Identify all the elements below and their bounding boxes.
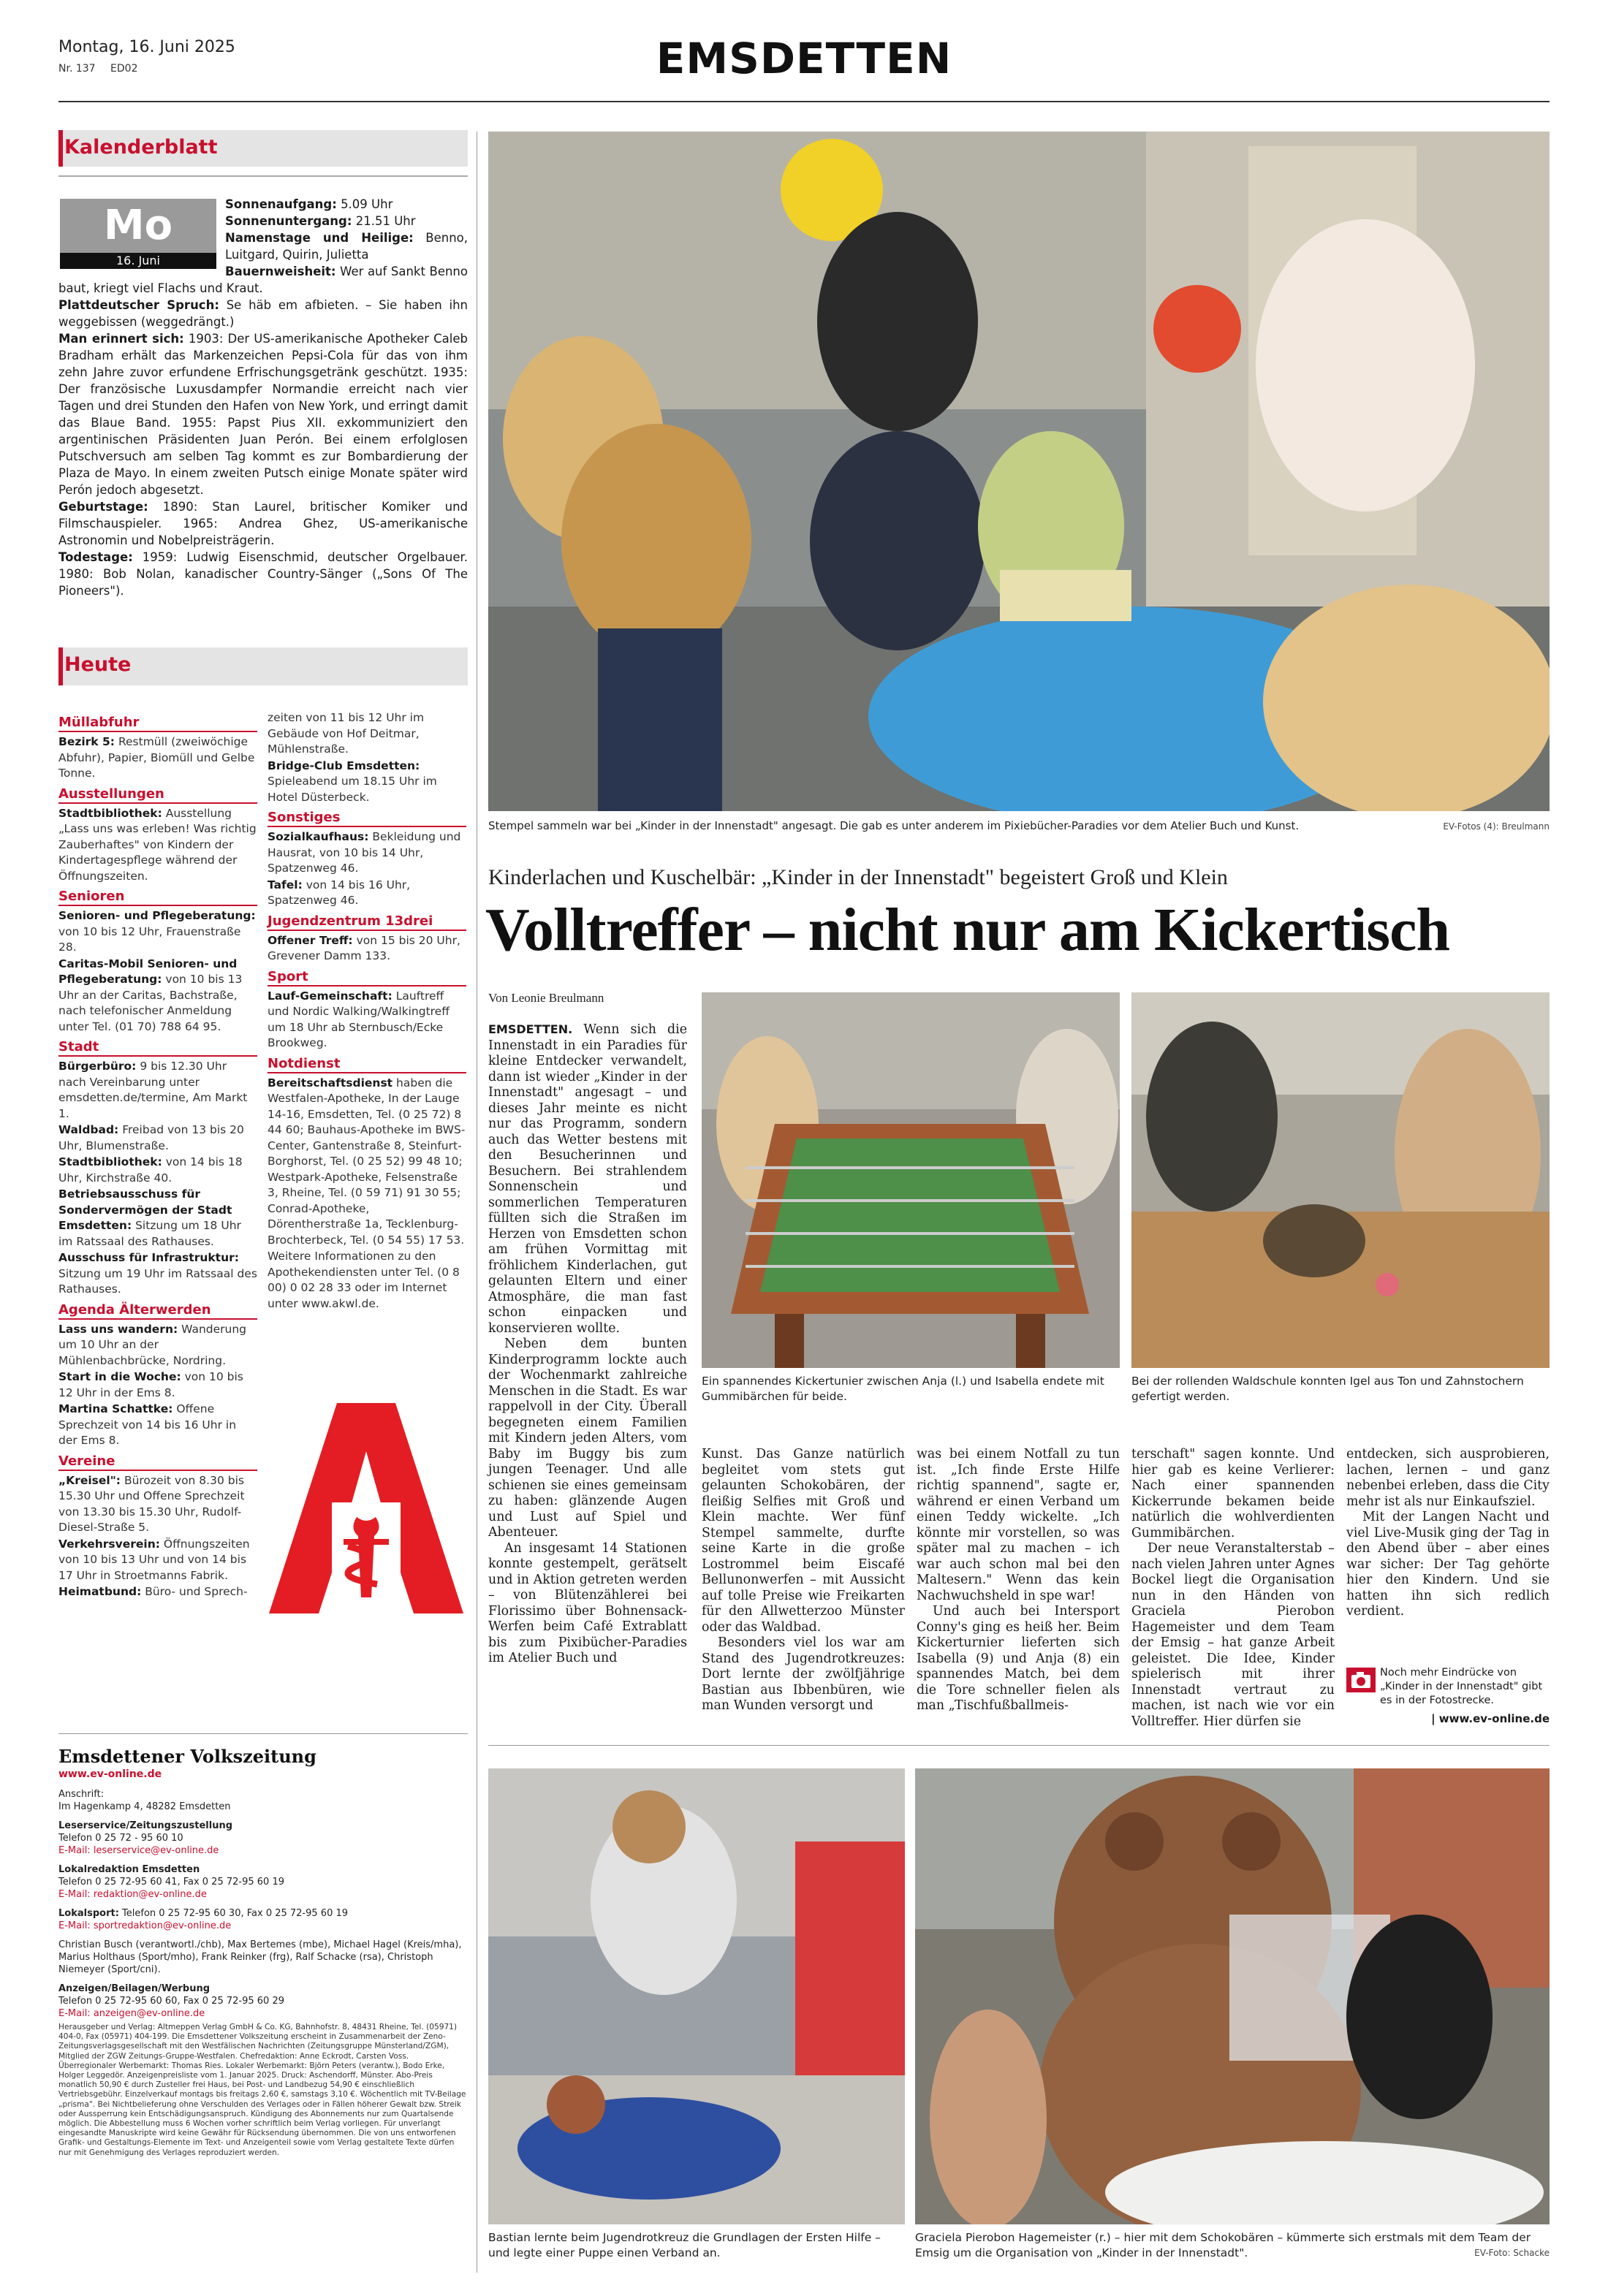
listing-entry xyxy=(58,806,257,885)
promo-url[interactable]: | www.ev-online.de xyxy=(1431,1712,1550,1725)
igel-photo xyxy=(1131,992,1550,1368)
tode-label: Todestage: xyxy=(58,550,133,564)
listing-entry-label: Stadtbibliothek: xyxy=(58,1155,162,1168)
article-p1: Wenn sich die Innenstadt in ein Paradies für kleine Entdecker verwandelt, dann ist wieder „Kinder in der Innenstadt" angesagt – und dieses Jahr meinte es nicht nur das Programm, sondern auch das Wetter bestens mit den Besucherinnen und Besuchern. Bei strahlendem Sonnenschein und sommerlichen Temperaturen füllten sich die Straßen im Herzen von Emsdetten schon am frühen Vormittag mit fröhlichem Kinderlachen, gut gelaunten Eltern und einer Atmosphäre, die man fast schon einpacken und konservieren wollte. xyxy=(488,1022,688,1336)
listing-entry-text: von 10 bis 12 Uhr in der Ems 8. xyxy=(58,1370,243,1399)
newspaper-logo: Emsdettener Volkszeitung xyxy=(58,1746,316,1767)
bauern-value: Wer auf Sankt Benno baut, kriegt viel Flachs und Kraut. xyxy=(58,265,468,295)
listing-entry-label: Bürgerbüro: xyxy=(58,1060,137,1073)
listing-entry-text: zeiten von 11 bis 12 Uhr im Gebäude von Hof Deitmar, Mühlenstraße. xyxy=(268,711,425,756)
listing-entry xyxy=(58,734,257,782)
listing-entry xyxy=(58,1155,257,1186)
article-p6: was bei einem Notfall zu tun ist. „Ich finde Erste Hilfe richtig spannend", sagte er, während er einen Verband um einen Teddy wickelte. „Ich könnte mir vorstellen, so was später mal zu machen – ich war auch schon mal bei den Maltesern." Wenn das kein Nachwuchsheld in spe war! xyxy=(917,1447,1120,1603)
impressum-fine: Herausgeber und Verlag: Altmeppen Verlag GmbH & Co. KG, Bahnhofstr. 8, 48431 Rheine, Tel. (05971) 404-0, Fax (05971) 404-199. Die Emsdettener Volkszeitung erscheint in Zusammenarbeit der Zeno-Zeitungsverlagsgesellschaft mit den Westfälischen Nachrichten (Zeitungsgruppe Münsterland/ZGM), Mitglied der ZGW Zeitungs-Gruppe-Westfalen. Chefredaktion: Anne Eckrodt, Carsten Voss. Überregionaler Werbemarkt: Thomas Ries. Lokaler Werbemarkt: Björn Peters (verantw.), Bodo Erke, Holger Leggedör. Anzeigenpreisliste vom 1. Januar 2025. Druck: Aschendorff, Münster. Abo-Preis monatlich 50,90 € durch Zusteller frei Haus, bei Post- und Landbezug 54,90 € einschließlich Vertriebsgebühr. Einzelverkauf montags bis freitags 2,60 €, samstags 3,10 €. Wöchentlich mit TV-Beilage „prisma". Bei Nichtbelieferung ohne Verschulden des Verlages oder in Fällen höherer Gewalt bzw. Streik oder Aussperrung kein Entschädigungsanspruch. Kündigung des Abonnements nur zum Quartalsende möglich. Die Abbestellung muss 6 Wochen vorher schriftlich beim Verlag vorliegen. Für unverlangt eingesandte Manuskripte wird keine Gewähr für Rücksendung übernommen. Die von uns entworfenen Grafik- und Gestaltungs-Elemente im Text- und Anzeigenteil sowie vom Verlag gestaltete Texte dürfen nur mit Genehmigung des Verlages reproduziert werden. xyxy=(58,2023,466,2157)
kicker-caption: Ein spannendes Kickertunier zwischen Anja (l.) und Isabella endete mit Gummibärchen für beide. xyxy=(702,1375,1104,1403)
listing-section-title: Sport xyxy=(268,969,466,987)
igel-caption: Bei der rollenden Waldschule konnten Igel aus Ton und Zahnstochern gefertigt werden. xyxy=(1131,1375,1524,1403)
anz-mail[interactable]: E-Mail: anzeigen@ev-online.de xyxy=(58,2008,205,2019)
camera-icon xyxy=(1346,1668,1376,1692)
platt-value: Se häb em afbieten. – Sie haben ihn weggebissen (weggedrängt.) xyxy=(58,298,468,329)
listing-entry xyxy=(268,710,466,758)
kicker-photo xyxy=(702,992,1120,1368)
header-rule xyxy=(58,101,1550,102)
top-photo xyxy=(488,132,1550,811)
kalenderblatt-header xyxy=(58,130,468,167)
listing-entry xyxy=(58,1473,257,1536)
bauern-label: Bauernweisheit: xyxy=(225,265,336,278)
listing-entry-text: Sitzung um 19 Uhr im Ratssaal des Rathauses. xyxy=(58,1266,257,1296)
listing-entry-label: Heimatbund: xyxy=(58,1585,142,1598)
listing-section-title: Jugendzentrum 13drei xyxy=(268,913,466,931)
article-kicker: Kinderlachen und Kuschelbär: „Kinder in der Innenstadt" begeistert Groß und Klein xyxy=(488,865,1228,889)
header-date: Montag, 16. Juni 2025 xyxy=(58,38,235,56)
listing-entry-label: Waldbad: xyxy=(58,1123,119,1136)
listing-entry-label: Ausschuss für Infrastruktur: xyxy=(58,1251,239,1264)
listing-entry xyxy=(268,1249,466,1312)
bastian-caption: Bastian lernte beim Jugendrotkreuz die Grundlagen der Ersten Hilfe – und legte einer Puppe einen Verband an. xyxy=(488,2231,881,2259)
article-p3: An insgesamt 14 Stationen konnte gestempelt, gerätselt und in Aktion getreten werden – von Blütenzählerei bei Florissimo über Bohnensack-Werfen beim Café Extrablatt bis zum Pixibücher-Paradies im Atelier Buch und xyxy=(488,1540,687,1665)
listing-entry-label: Tafel: xyxy=(268,878,303,892)
listing-entry-label: „Kreisel": xyxy=(58,1473,121,1487)
listing-entry xyxy=(268,989,466,1052)
listing-entry-text: Weitere Informationen zu den Apothekendiensten unter Tel. (0 8 00) 0 02 28 33 oder im Internet unter www.akwl.de. xyxy=(268,1250,460,1310)
graciela-credit: EV-Foto: Schacke xyxy=(1474,2248,1550,2258)
article-col-4 xyxy=(1131,1447,1335,1730)
listing-section-title: Sonstiges xyxy=(268,810,466,827)
listing-entry xyxy=(268,759,466,806)
impressum xyxy=(58,1745,468,2158)
listing-entry-text: Bekleidung und Hausrat, von 10 bis 14 Uhr, Spatzenweg 46. xyxy=(268,830,461,875)
names-value: Benno, Luitgard, Quirin, Julietta xyxy=(225,231,469,262)
erinnert-label: Man erinnert sich: xyxy=(58,332,184,346)
anschrift: Im Hagenkamp 4, 48282 Emsdetten xyxy=(58,1801,231,1812)
heute-column-2 xyxy=(268,710,466,1312)
listing-entry xyxy=(58,1059,257,1122)
listing-entry-text: 9 bis 12.30 Uhr nach Vereinbarung unter emsdetten.de/termine, Am Markt 1. xyxy=(58,1060,248,1120)
listing-entry-label: Caritas-Mobil Senioren- und Pflegeberatung: xyxy=(58,957,238,986)
listing-entry-label: Sozialkaufhaus: xyxy=(268,830,369,843)
sunset-label: Sonnenuntergang: xyxy=(225,214,352,228)
listing-entry-label: Stadtbibliothek: xyxy=(58,806,162,820)
listing-entry xyxy=(58,1250,257,1298)
listing-entry-text: von 10 bis 13 Uhr an der Caritas, Bachstraße, nach telefonischer Anmeldung unter Tel. (01 70) 788 64 95. xyxy=(58,973,243,1033)
listing-entry xyxy=(58,1369,257,1401)
article-headline: Volltreffer – nicht nur am Kickertisch xyxy=(485,896,1450,964)
fotostrecke-promo[interactable] xyxy=(1346,1666,1550,1725)
listing-entry xyxy=(58,1402,257,1449)
listing-entry-text: von 14 bis 16 Uhr, Spatzenweg 46. xyxy=(268,878,411,907)
listing-entry-label: Bridge-Club Emsdetten: xyxy=(268,759,420,772)
article-p5: Besonders viel los war am Stand des Jugendrotkreuzes: Dort lernte der zwölfjährige Bastian aus Ibbenbüren, wie man Wunden versorgt und xyxy=(702,1635,905,1713)
impressum-url[interactable]: www.ev-online.de xyxy=(58,1768,162,1780)
sunset-value: 21.51 Uhr xyxy=(355,214,416,228)
listing-entry xyxy=(268,829,466,877)
listing-entry-label: Senioren- und Pflegeberatung: xyxy=(58,909,256,922)
listing-entry xyxy=(58,1187,257,1250)
listing-entry-text: Sitzung um 18 Uhr im Ratssaal des Rathauses. xyxy=(58,1219,241,1248)
impressum-rule xyxy=(58,1733,468,1734)
listing-entry xyxy=(58,1322,257,1369)
sunrise-label: Sonnenaufgang: xyxy=(225,197,337,211)
staff: Christian Busch (verantwortl./chb), Max Bertemes (mbe), Michael Hagel (Kreis/mha), Marius Holthaus (Sport/mho), Frank Reinker (frg), Ralf Schacke (rsa), Christoph Niemeyer (Sport/cni). xyxy=(58,1939,462,1975)
listing-entry-label: Start in die Woche: xyxy=(58,1370,181,1383)
listing-entry-text: Freibad von 13 bis 20 Uhr, Blumenstraße. xyxy=(58,1123,244,1152)
listing-entry-text: Ausstellung „Lass uns was erleben! Was richtig Zauberhaftes" von Kindern der Kindertagespflege während der Öffnungszeiten. xyxy=(58,806,257,883)
article-col-2 xyxy=(702,1447,905,1714)
listing-entry-text: Spieleabend um 18.15 Uhr im Hotel Düsterbeck. xyxy=(268,775,437,804)
article-p7: Und auch bei Intersport Conny's ging es heiß her. Beim Kickerturnier lieferten sich Isabella (9) und Anja (8) ein spannendes Match, bei dem die Tore schneller fielen als man „Tischfußballmeis- xyxy=(917,1604,1120,1713)
erinnert-value: 1903: Der US-amerikanische Apotheker Caleb Bradham erhält das Markenzeichen Pepsi-Cola für das von ihm zehn Jahre zuvor erfundene Erfrischungsgetränk geschützt. 1935: Der französische Luxusdampfer Normandie erreicht nach vier Tagen und drei Stunden den Hafen von New York, und erringt damit das Blaue Band. 1955: Papst Pius XII. exkommuniziert den argentinischen Präsidenten Juan Perón. Bei einem erfolglosen Putschversuch am selben Tag kommt es zur Bombardierung der Plaza de Mayo. In einem zweiten Putsch einige Monate später wird Perón jedoch abgesetzt. xyxy=(58,332,468,497)
listing-entry-text: Öffnungszeiten von 10 bis 13 Uhr und von 14 bis 17 Uhr in Stroetmanns Fabrik. xyxy=(58,1537,250,1582)
listing-section-title: Agenda Älterwerden xyxy=(58,1302,257,1320)
listing-entry-label: Betriebsausschuss für Sondervermögen der Stadt Emsdetten: xyxy=(58,1187,232,1232)
top-photo-credit: EV-Fotos (4): Breulmann xyxy=(1443,821,1550,832)
listing-entry-label: Lass uns wandern: xyxy=(58,1322,178,1336)
listing-entry-text: Bürozeit von 8.30 bis 15.30 Uhr und Offene Sprechzeit von 13.30 bis 15.30 Uhr, Rudolf-Diesel-Straße 5. xyxy=(58,1473,245,1534)
article-col-1 xyxy=(488,1022,687,1667)
listing-entry-label: Offener Treff: xyxy=(268,933,353,947)
listing-entry-label: Verkehrsverein: xyxy=(58,1537,160,1551)
heute-header xyxy=(58,647,468,685)
listing-entry-text: von 15 bis 20 Uhr, Grevener Damm 133. xyxy=(268,933,460,962)
article-p9: Der neue Veranstalterstab – nach vielen Jahren unter Agnes Bockel liegt die Organisation nun in den Händen von Graciela Pierobon Hagemeister und dem Team der Emsig – hat ganze Arbeit geleistet. Die Idee, Kinder spielerisch mit ihrer Innenstadt vertraut zu machen, ist nach wie vor ein Volltreffer. Hier dürfen sie xyxy=(1131,1541,1335,1729)
promo-text: Noch mehr Eindrücke von „Kinder in der Innenstadt" gibt es in der Fotostrecke. xyxy=(1380,1667,1543,1706)
listing-entry xyxy=(268,878,466,909)
listing-entry-text: Lauftreff und Nordic Walking/Walkingtreff um 18 Uhr ab Sternbusch/Ecke Brookweg. xyxy=(268,989,450,1049)
issue-number: Nr. 137 xyxy=(58,63,96,75)
foosball-table-photo xyxy=(702,992,1120,1368)
graciela-caption: Graciela Pierobon Hagemeister (r.) – hier mit dem Schokobären – kümmerte sich erstmals mit dem Team der Emsig um die Organisation von „Kinder in der Innenstadt". xyxy=(915,2231,1531,2259)
lokal-title: Lokalredaktion Emsdetten xyxy=(58,1864,200,1875)
anschrift-label: Anschrift: xyxy=(58,1789,105,1800)
listing-section-title: Senioren xyxy=(58,889,257,906)
listing-entry-label: Bezirk 5: xyxy=(58,735,115,748)
listing-entry-text: von 10 bis 12 Uhr, Frauenstraße 28. xyxy=(58,924,241,954)
waldschule-igel-photo xyxy=(1131,992,1550,1368)
kalenderblatt-text xyxy=(58,196,468,599)
listing-entry-label: Martina Schattke: xyxy=(58,1402,173,1415)
badge-spacer xyxy=(58,196,225,272)
listing-entry xyxy=(268,1076,466,1249)
section-title: EMSDETTEN xyxy=(656,34,952,83)
apotheke-logo xyxy=(268,1400,465,1616)
article-col-3 xyxy=(917,1447,1120,1714)
heute-title: Heute xyxy=(64,653,132,676)
sport-line: Lokalsport: Telefon 0 25 72-95 60 30, Fax 0 25 72-95 60 19 xyxy=(58,1908,349,1919)
listing-entry-text: Restmüll (zweiwöchige Abfuhr), Papier, Biomüll und Gelbe Tonne. xyxy=(58,735,255,780)
listing-entry-text: von 14 bis 18 Uhr, Kirchstraße 40. xyxy=(58,1155,243,1185)
sport-mail[interactable]: E-Mail: sportredaktion@ev-online.de xyxy=(58,1920,232,1931)
article-p8: terschaft" sagen konnte. Und hier gab es keine Verlierer: Nach einer spannenden Kickerrunde bekamen beide natürlich die wohlverdienten Gummibärchen. xyxy=(1131,1447,1335,1540)
leser-mail[interactable]: E-Mail: leserservice@ev-online.de xyxy=(58,1845,219,1856)
apotheke-a-icon xyxy=(268,1400,465,1616)
day-abbr: Mo xyxy=(60,199,216,253)
listing-entry-label: Lauf-Gemeinschaft: xyxy=(268,989,392,1003)
names-label: Namenstage und Heilige: xyxy=(225,231,414,245)
listing-section-title: Ausstellungen xyxy=(58,786,257,804)
bastian-photo xyxy=(488,1768,905,2224)
listing-entry xyxy=(268,933,466,965)
listing-entry-text: Wanderung um 10 Uhr an der Mühlenbachbrücke, Nordring. xyxy=(58,1322,247,1367)
kalenderblatt-box xyxy=(58,175,468,177)
listing-entry xyxy=(58,1537,257,1584)
sunrise-value: 5.09 Uhr xyxy=(341,197,393,211)
heute-column-1 xyxy=(58,710,257,1601)
dateline: EMSDETTEN. xyxy=(488,1022,573,1036)
anz-title: Anzeigen/Beilagen/Werbung xyxy=(58,1983,211,1994)
listing-entry-label: Bereitschaftsdienst xyxy=(268,1076,393,1090)
article-col-5 xyxy=(1346,1447,1550,1620)
article-p11: Mit der Langen Nacht und viel Live-Musik ging der Tag in den Abend über – aber eines war sicher: Der Tag gehörte hier den Kindern. Und sie hatten ihn sich redlich verdient. xyxy=(1346,1510,1550,1619)
listing-entry xyxy=(58,1584,257,1600)
anz-tel: Telefon 0 25 72-95 60 60, Fax 0 25 72-95 60 29 xyxy=(58,1996,284,2007)
erste-hilfe-photo xyxy=(488,1768,905,2224)
graciela-photo xyxy=(915,1768,1550,2224)
listing-entry-text: Büro- und Sprech- xyxy=(145,1585,248,1598)
day-date: 16. Juni xyxy=(60,253,216,269)
article-p4: Kunst. Das Ganze natürlich begleitet vom stets gut gelaunten Schokobären, der fleißig Selfies mit Groß und Klein machte. Wer fünf Stempel sammelte, durfte seine Karte in die große Lostrommel beim Eiscafé Bellunonwerfen – mit Aussicht auf tolle Preise wie Freikarten für den Allwetterzoo Münster oder das Waldbad. xyxy=(702,1447,905,1635)
listing-entry xyxy=(58,908,257,956)
geburt-value: 1890: Stan Laurel, britischer Komiker und Filmschauspieler. 1965: Andrea Ghez, US-amerikanische Astronomin und Nobelpreisträgerin. xyxy=(58,500,469,547)
listing-entry-text: Offene Sprechzeit von 14 bis 16 Uhr in der Ems 8. xyxy=(58,1402,237,1447)
listing-section-title: Müllabfuhr xyxy=(58,715,257,732)
listing-section-title: Stadt xyxy=(58,1039,257,1057)
leser-tel: Telefon 0 25 72 - 95 60 10 xyxy=(58,1833,183,1844)
listing-entry-text: haben die Westfalen-Apotheke, In der Lauge 14-16, Emsdetten, Tel. (0 25 72) 8 44 60; Bauhaus-Apotheke im BWS-Center, Gantenstraße 8, Steinfurt-Borghorst, Tel. (0 25 52) 99 48 10; Westpark-Apotheke, Felsenstraße 3, Rheine, Tel. (0 59 71) 91 30 55; Conrad-Apotheke, Dörentherstraße 1a, Tecklenburg-Brochterbeck, Tel. (0 54 55) 17 53. xyxy=(268,1076,466,1247)
article-byline: Von Leonie Breulmann xyxy=(488,991,604,1005)
listing-entry xyxy=(58,957,257,1035)
lokal-tel: Telefon 0 25 72-95 60 41, Fax 0 25 72-95 60 19 xyxy=(58,1877,284,1888)
schokobaer-photo xyxy=(915,1768,1550,2224)
platt-label: Plattdeutscher Spruch: xyxy=(58,298,219,312)
edition-code: ED02 xyxy=(110,63,138,75)
tode-value: 1959: Ludwig Eisenschmid, deutscher Orgelbauer. 1980: Bob Nolan, kanadischer Country-Sänger („Sons Of The Pioneers"). xyxy=(58,550,468,598)
bottom-rule xyxy=(488,1745,1550,1746)
top-photo-caption: Stempel sammeln war bei „Kinder in der Innenstadt" angesagt. Die gab es unter anderem im Pixiebücher-Paradies vor dem Atelier Buch und Kunst. xyxy=(488,819,1300,832)
geburt-label: Geburtstage: xyxy=(58,500,148,514)
article-p10: entdecken, sich ausprobieren, lachen, lernen – und ganz nebenbei erleben, dass die City mehr ist als nur Einkaufsziel. xyxy=(1346,1447,1550,1509)
leser-title: Leserservice/Zeitungszustellung xyxy=(58,1820,233,1831)
listing-section-title: Notdienst xyxy=(268,1056,466,1073)
listing-entry xyxy=(58,1122,257,1154)
kalenderblatt-title: Kalenderblatt xyxy=(64,136,218,159)
lokal-mail[interactable]: E-Mail: redaktion@ev-online.de xyxy=(58,1889,207,1900)
article-p2: Neben dem bunten Kinderprogramm lockte auch der Wochenmarkt zahlreiche Menschen in die Stadt. Es war rappelvoll in der City. Überall begegneten einem Familien mit Kindern jeden Alters, vom Baby im Buggy bis zum jungen Teenager. Und alle schienen sie eines gemeinsam zu haben: glänzende Augen und Lust auf Spiel und Abenteuer. xyxy=(488,1337,687,1540)
listing-section-title: Vereine xyxy=(58,1453,257,1471)
children-pixiebook-photo xyxy=(488,132,1550,811)
